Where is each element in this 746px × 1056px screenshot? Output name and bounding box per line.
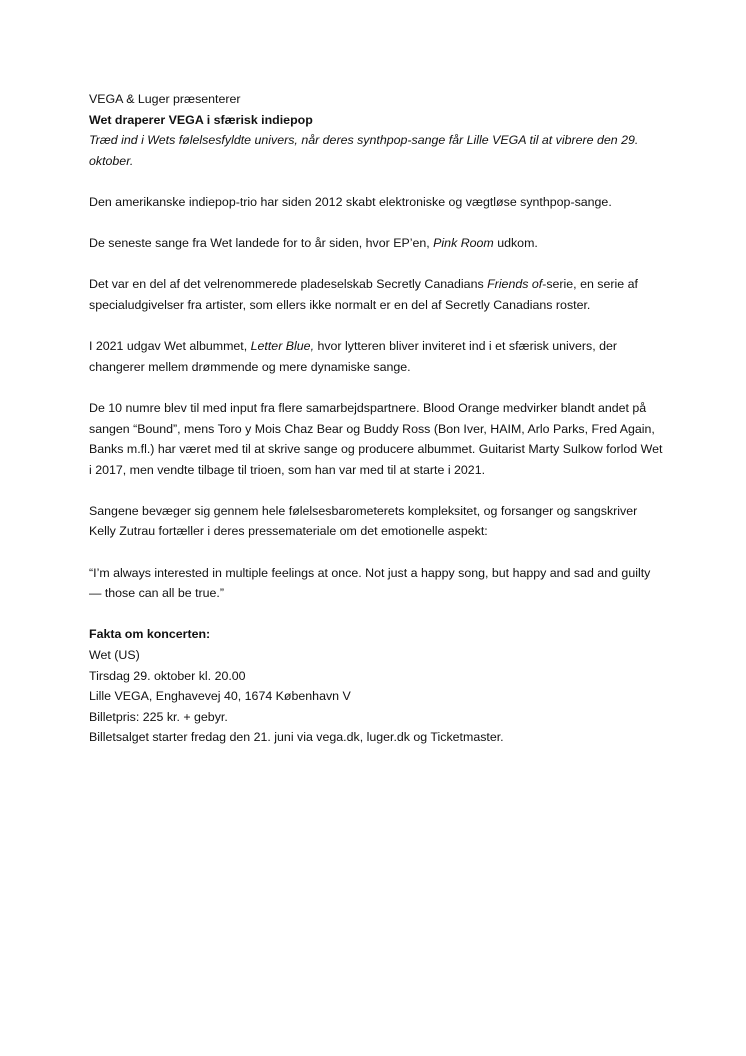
presenter-line: VEGA & Luger præsenterer	[89, 92, 241, 106]
paragraph-album: I 2021 udgav Wet albummet, Letter Blue, hvor lytteren bliver inviteret ind i et sfærisk univers, der changerer mellem drømmende og mere dynamiske sange.	[89, 339, 618, 374]
fact-venue: Lille VEGA, Enghavevej 40, 1674 København V	[89, 689, 351, 704]
fact-artist: Wet (US)	[89, 648, 140, 663]
fact-ticket-sales: Billetsalget starter fredag den 21. juni via vega.dk, luger.dk og Ticketmaster.	[89, 730, 504, 745]
quote: “I’m always interested in multiple feelings at once. Not just a happy song, but happy and sad and guilty — those can all be true.”	[89, 565, 651, 601]
paragraph-intro: Den amerikanske indiepop-trio har siden 2012 skabt elektroniske og vægtløse synthpop-sange.	[89, 194, 612, 209]
fact-price: Billetpris: 225 kr. + gebyr.	[89, 709, 228, 724]
headline: Wet draperer VEGA i sfærisk indiepop	[89, 112, 313, 127]
series-title: Friends of	[487, 277, 543, 292]
press-release	[89, 89, 664, 748]
facts-heading: Fakta om koncerten:	[89, 627, 211, 642]
subheadline: Træd ind i Wets følelsesfyldte univers, når deres synthpop-sange får Lille VEGA til at vibrere den 29. oktober.	[89, 133, 639, 168]
album-title: Letter Blue,	[250, 339, 315, 354]
fact-date: Tirsdag 29. oktober kl. 20.00	[89, 668, 246, 683]
paragraph-latest-songs: De seneste sange fra Wet landede for to år siden, hvor EP’en, Pink Room udkom.	[89, 236, 538, 251]
ep-title: Pink Room	[433, 236, 494, 251]
paragraph-collaborators: De 10 numre blev til med input fra flere samarbejdspartnere. Blood Orange medvirker blandt andet på sangen “Bound”, mens Toro y Mois Chaz Bear og Buddy Ross (Bon Iver, HAIM, Arlo Parks, Fred Again, Banks m.fl.) har været med til at skrive sange og producere albummet. Guitarist Marty Sulkow forlod Wet i 2017, men vendte tilbage til trioen, som han var med til at starte i 2021.	[89, 400, 663, 477]
paragraph-emotions: Sangene bevæger sig gennem hele følelsesbarometerets kompleksitet, og forsanger og sangskriver Kelly Zutrau fortæller i deres pressemateriale om det emotionelle aspekt:	[89, 503, 638, 539]
paragraph-label: Det var en del af det velrenommerede pladeselskab Secretly Canadians Friends of-serie, en serie af specialudgivelser fra artister, som ellers ikke normalt er en del af Secretly Canadians roster.	[89, 277, 638, 312]
